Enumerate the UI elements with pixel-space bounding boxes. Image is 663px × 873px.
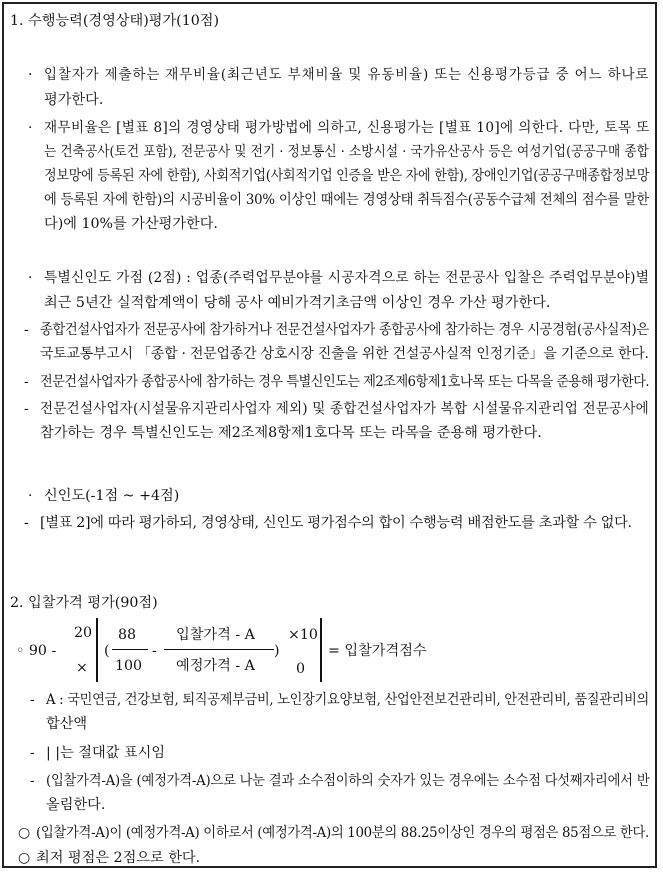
section-1-title: 1. 수행능력(경영상태)평가(10점) bbox=[10, 13, 219, 29]
text-line: 최저 평점은 2점으로 한다. bbox=[36, 850, 201, 866]
formula-coef-num: 20 bbox=[74, 625, 93, 641]
formula-close-paren: ) bbox=[274, 643, 280, 659]
formula-result: = 입찰가격점수 bbox=[328, 643, 427, 659]
text-line: (입찰가격-A)이 (예정가격-A) 이하로서 (예정가격-A)의 100분의 88.25이상인 경우의 평점은 85점으로 한다. bbox=[36, 825, 649, 841]
text-line: [별표 2]에 따라 평가하되, 경영상태, 신인도 평가점수의 합이 수행능력 배점한도를 초과할 수 없다. bbox=[40, 515, 632, 531]
text-line: 전문건설사업자가 종합공사에 참가하는 경우 특별신인도는 제2조제6항제1호나목 또는 다목을 준용해 평가한다. bbox=[40, 374, 650, 390]
text-line: 신인도(-1점 ~ +4점) bbox=[44, 488, 180, 504]
bullet-circle: ○ bbox=[18, 825, 31, 841]
bullet-dash: - bbox=[24, 374, 29, 390]
text-line: 특별신인도 가점 (2점) : 업종(주력업무분야를 시공자격으로 하는 전문공사 입찰은 주력업무분야)별 bbox=[44, 270, 650, 286]
bullet-dash: - bbox=[30, 773, 35, 789]
bullet-dash: - bbox=[24, 515, 29, 531]
text-line: A : 국민연금, 건강보험, 퇴직공제부금비, 노인장기요양보험, 산업안전보건관리비, 안전관리비, 품질관리비의 bbox=[46, 692, 650, 708]
text-line: 입찰자가 제출하는 재무비율(최근년도 부채비율 및 유동비율) 또는 신용평가등급 중 어느 하나로 bbox=[44, 67, 650, 83]
bullet-dot: · bbox=[28, 488, 33, 504]
text-line: 종합건설사업자가 전문공사에 참가하거나 전문건설사업자가 종합공사에 참가하는 경우 시공경험(공사실적)은 bbox=[40, 322, 649, 338]
bullet-dash: - bbox=[24, 322, 29, 338]
text-line: | |는 절대값 표시임 bbox=[46, 745, 166, 761]
formula-open-paren: ( bbox=[104, 643, 110, 659]
text-line: 는 건축공사(토건 포함), 전문공사 및 전기 · 정보통신 · 소방시설 · 국가유산공사 등은 여성기업(공공구매 종합 bbox=[44, 144, 649, 160]
bullet-dash: - bbox=[30, 692, 35, 708]
text-line: 참가하는 경우 특별신인도는 제2조제8항제1호다목 또는 라목을 준용해 평가한다. bbox=[40, 425, 542, 441]
formula-minus: - bbox=[152, 643, 157, 659]
fraction-line bbox=[112, 649, 148, 650]
text-line: 최근 5년간 실적합계액이 당해 공사 예비가격기초금액 이상인 경우 가산 평가한다. bbox=[44, 295, 551, 311]
fraction-line bbox=[164, 649, 274, 650]
formula-f2-den: 예정가격 - A bbox=[176, 658, 255, 674]
text-line: 올림한다. bbox=[46, 797, 106, 813]
formula-coef-den: × bbox=[76, 660, 88, 676]
text-line: 전문건설사업자(시설물유지관리사업자 제외) 및 종합건설사업자가 복합 시설물유지관리업 전문공사에 bbox=[40, 401, 649, 417]
bullet-dash: - bbox=[30, 745, 35, 761]
text-line: 정보망에 등록된 자에 한함), 사회적기업(사회적기업 인증을 받은 자에 한함), 장애인기업(공공구매종합정보망 bbox=[44, 168, 650, 184]
bullet-dot: · bbox=[28, 120, 33, 136]
abs-bar-left bbox=[96, 618, 98, 682]
bullet-dot: · bbox=[28, 270, 33, 286]
abs-bar-right bbox=[320, 618, 322, 682]
text-line: 재무비율은 [별표 8]의 경영상태 평가방법에 의하고, 신용평가는 [별표 10]에 의한다. 다만, 토목 또 bbox=[44, 120, 650, 136]
formula-f2-num: 입찰가격 - A bbox=[176, 627, 255, 643]
text-line: 에 등록된 자에 한함)의 시공비율이 30% 이상인 때에는 경영상태 취득점수(공동수급체 전체의 점수를 말한 bbox=[44, 192, 649, 208]
formula-mult-den: 0 bbox=[296, 661, 306, 677]
text-line: 국토교통부고시 「종합 · 전문업종간 상호시장 진출을 위한 건설공사실적 인정기준」을 기준으로 한다. bbox=[40, 346, 649, 362]
formula-f1-num: 88 bbox=[118, 627, 137, 643]
document-frame bbox=[2, 2, 657, 868]
text-line: 합산액 bbox=[46, 716, 88, 732]
bullet-dot: · bbox=[28, 67, 33, 83]
text-line: 다)에 10%를 가산평가한다. bbox=[44, 216, 218, 232]
text-line: 평가한다. bbox=[44, 92, 104, 108]
formula-mult-num: ×10 bbox=[288, 627, 318, 643]
bullet-dash: - bbox=[24, 401, 29, 417]
bullet-circle: ○ bbox=[18, 850, 31, 866]
formula-lead: ◦ 90 - bbox=[16, 643, 57, 659]
section-2-title: 2. 입찰가격 평가(90점) bbox=[10, 595, 158, 611]
formula-f1-den: 100 bbox=[115, 658, 143, 674]
text-line: (입찰가격-A)을 (예정가격-A)으로 나눈 결과 소수점이하의 숫자가 있는 경우에는 소수점 다섯째자리에서 반 bbox=[46, 773, 650, 789]
